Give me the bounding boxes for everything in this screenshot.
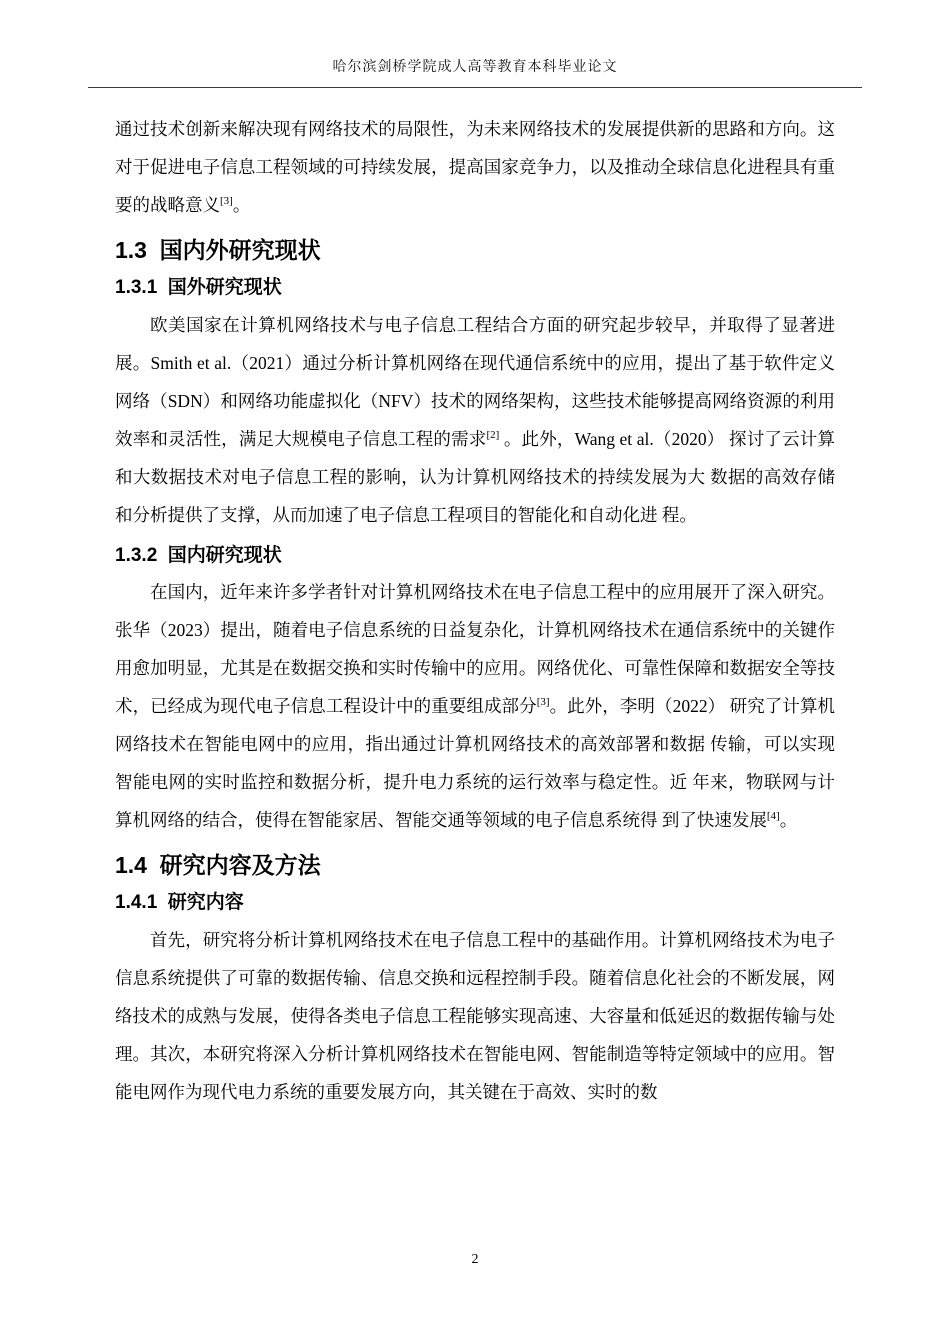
paragraph-research-content <box>115 921 835 1111</box>
page-header-title: 哈尔滨剑桥学院成人高等教育本科毕业论文 <box>332 60 618 75</box>
subsection-heading-1-3-2 <box>115 544 835 569</box>
paragraph-domestic-research <box>115 573 835 839</box>
document-body <box>115 88 835 1111</box>
heading-title: 国内外研究现状 <box>159 237 321 263</box>
heading-title: 研究内容及方法 <box>159 852 321 879</box>
reference-marker-2: [2] <box>486 428 500 441</box>
paragraph-text: 首先，研究将分析计算机网络技术在电子信息工程中的基础作用。计算机网络技术为电子信息系统提供了可靠的数据传输、信息交换和远程控制手段。随着信息化社会的不断发展，网络技术的成熟与发展，使得各类电子信息工程能够实现高速、大容量和低延迟的数据传输与处理。其次，本研究将深入分析计算机网络技术在智能电网、智能制造等特定领域中的应用。智能电网作为现代电力系统的重要发展方向，其关键在于高效、实时的数 <box>115 929 835 1102</box>
heading-number: 1.4.1 <box>115 892 158 914</box>
paragraph-text: 。 <box>779 810 798 831</box>
heading-title: 国外研究现状 <box>167 276 282 298</box>
page-header <box>115 56 835 88</box>
paragraph-text: 。此外，Wang et al.（2020） 探讨了云计算和大数据技术对电子信息工程的影响，认为计算机网络技术的持续发展为大 数据的高效存储和分析提供了支撑，从而加速了电子信息工程项目的智能化和自动化进 程。 <box>115 428 835 525</box>
paragraph-text: 。 <box>232 195 251 215</box>
reference-marker-3b: [3] <box>536 696 550 709</box>
page-number: 2 <box>471 1252 479 1267</box>
heading-title: 国内研究现状 <box>167 544 282 566</box>
section-heading-1-4 <box>115 851 835 881</box>
paragraph-text: 在国内，近年来许多学者针对计算机网络技术在电子信息工程中的应用展开了深入研究。张华（2023）提出，随着电子信息系统的日益复杂化，计算机网络技术在通信系统中的关键作用愈加明显，尤其是在数据交换和实时传输中的应用。网络优化、可靠性保障和数据安全等技术，已经成为现代电子信息工程设计中的重要组成部分 <box>115 582 835 717</box>
heading-number: 1.4 <box>115 852 147 879</box>
paragraph-foreign-research <box>115 306 835 534</box>
paragraph-text: 欧美国家在计算机网络技术与电子信息工程结合方面的研究起步较早，并取得了显著进展。Smith et al.（2021）通过分析计算机网络在现代通信系统中的应用，提出了基于软件定义网络（SDN）和网络功能虚拟化（NFV）技术的网络架构，这些技术能够提高网络资源的利用效率和灵活性，满足大规模电子信息工程的需求 <box>115 314 835 449</box>
heading-number: 1.3 <box>115 237 147 263</box>
heading-number: 1.3.1 <box>115 276 158 298</box>
heading-title: 研究内容 <box>167 892 244 914</box>
section-heading-1-3 <box>115 236 835 266</box>
subsection-heading-1-3-1 <box>115 276 835 301</box>
paragraph-text: 。此外，李明（2022） 研究了计算机网络技术在智能电网中的应用，指出通过计算机网络技术的高效部署和数据 传输，可以实现智能电网的实时监控和数据分析，提升电力系统的运行效率与稳定性。近 年来，物联网与计算机网络的结合，使得在智能家居、智能交通等领域的电子信息系统得 到了快速发展 <box>115 696 836 831</box>
reference-marker-4: [4] <box>766 810 780 823</box>
subsection-heading-1-4-1 <box>115 891 835 916</box>
paragraph-strategic-significance <box>115 110 835 224</box>
paragraph-text: 通过技术创新来解决现有网络技术的局限性，为未来网络技术的发展提供新的思路和方向。这对于促进电子信息工程领域的可持续发展，提高国家竞争力，以及推动全球信息化进程具有重要的战略意义 <box>115 119 835 215</box>
reference-marker-3: [3] <box>220 195 233 208</box>
heading-number: 1.3.2 <box>115 544 158 566</box>
